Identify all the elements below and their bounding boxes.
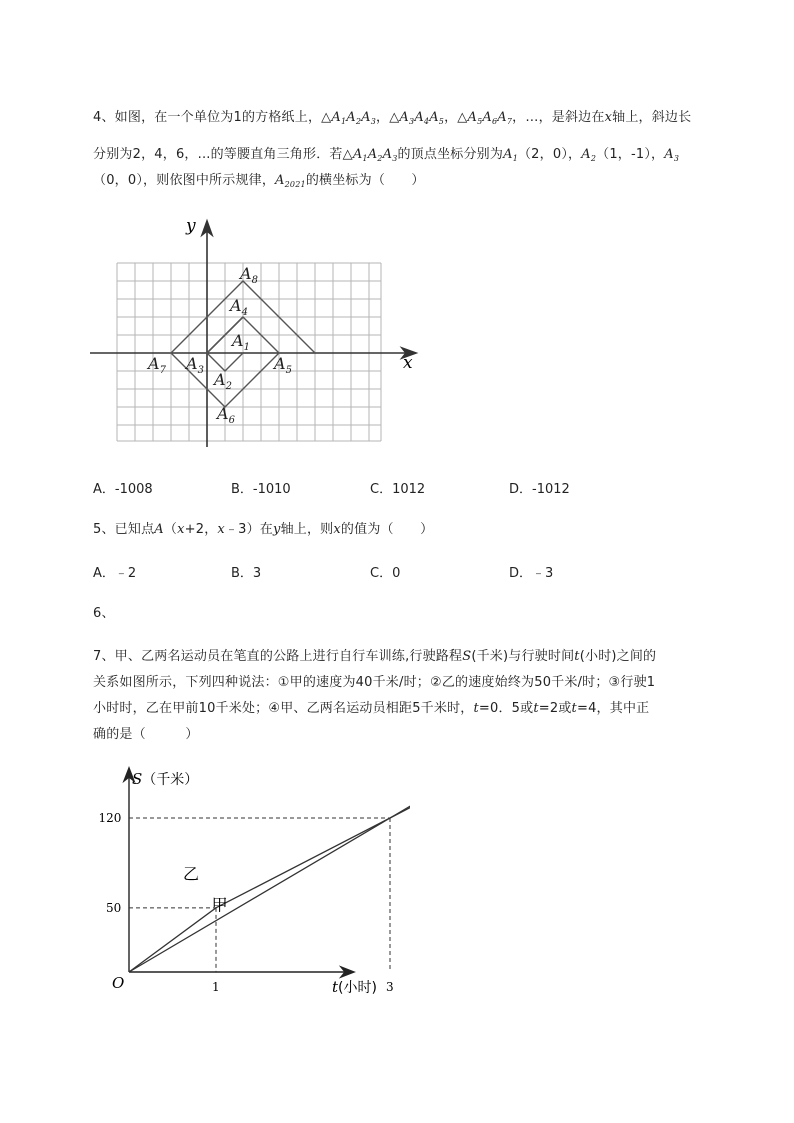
series-label-yi: 乙 (182, 864, 199, 884)
y-tick-label: 50 (106, 900, 122, 915)
q4-line-3: （0，0），则依图中所示规律，$A_{2021}$的横坐标为（ ） (93, 173, 425, 189)
q7-line-4: 确的是（ ） (93, 727, 199, 742)
t-axis-label: t(小时) (332, 978, 377, 996)
q5-option-d[interactable]: D．﹣3 (509, 566, 554, 581)
q4-option-b[interactable]: B．-1010 (231, 482, 291, 497)
y-tick-label: 120 (98, 811, 122, 825)
series-label-jia: 甲 (211, 895, 228, 915)
q5-number: 5、 (93, 522, 115, 537)
label-a8: $A_8$ (240, 264, 258, 286)
label-a4: $A_4$ (230, 296, 248, 318)
q4-option-a[interactable]: A．-1008 (93, 482, 153, 497)
q7-line-3: 小时时，乙在甲前10千米处；④甲、乙两名运动员相距5千米时，t=0．5或t=2或t=4，其中正 (93, 701, 650, 716)
q5-option-c[interactable]: C．0 (370, 566, 401, 581)
x-axis-label: x (403, 353, 413, 373)
x-tick-label: 3 (386, 980, 394, 994)
label-a7: $A_7$ (148, 354, 166, 376)
q4-figure (90, 215, 430, 450)
q7-line-1: 7、甲、乙两名运动员在笔直的公路上进行自行车训练,行驶路程S(千米)与行驶时间t(小时)之间的 (93, 649, 657, 664)
origin-label: O (112, 974, 125, 992)
label-a3: $A_3$ (186, 354, 204, 376)
q7-line-2: 关系如图所示，下列四种说法：①甲的速度为40千米/时；②乙的速度始终为50千米/时；③行驶1 (93, 675, 656, 690)
label-a2: $A_2$ (214, 370, 232, 392)
chart-axes (124, 768, 354, 977)
label-a6: $A_6$ (217, 404, 235, 426)
q5-option-b[interactable]: B．3 (231, 566, 262, 581)
q4-number: 4、 (93, 110, 115, 125)
x-tick-label: 1 (212, 980, 220, 994)
q7-number: 7、 (93, 649, 115, 664)
q5-stem: 5、已知点A（x+2，x﹣3）在y轴上，则x的值为（ ） (93, 522, 434, 537)
axes (90, 221, 416, 447)
y-axis-label: y (186, 216, 196, 236)
label-a5: $A_5$ (274, 354, 292, 376)
s-axis-label: S（千米） (132, 770, 199, 788)
q5-option-a[interactable]: A．﹣2 (93, 566, 137, 581)
q4-option-c[interactable]: C．1012 (370, 482, 426, 497)
q4-option-d[interactable]: D．-1012 (509, 482, 570, 497)
q4-line-1: 4、如图，在一个单位为1的方格纸上，$\triangle A_1A_2A_3$，$\triangle A_3A_4A_5$，$\triangle A_5A_6A_7$，…，是斜边在x轴上，斜边长 (93, 110, 692, 126)
series-line-jia (129, 803, 410, 972)
q4-line-2: 分别为2，4，6，...的等腰直角三角形．若$\triangle A_1A_2A_3$的顶点坐标分别为$A_1(2$，0），$A_2(1$，-1），$A_3$ (93, 147, 680, 163)
q6-number: 6、 (93, 606, 115, 621)
q7-chart (90, 760, 410, 1005)
label-a1: $A_1$ (232, 331, 250, 353)
